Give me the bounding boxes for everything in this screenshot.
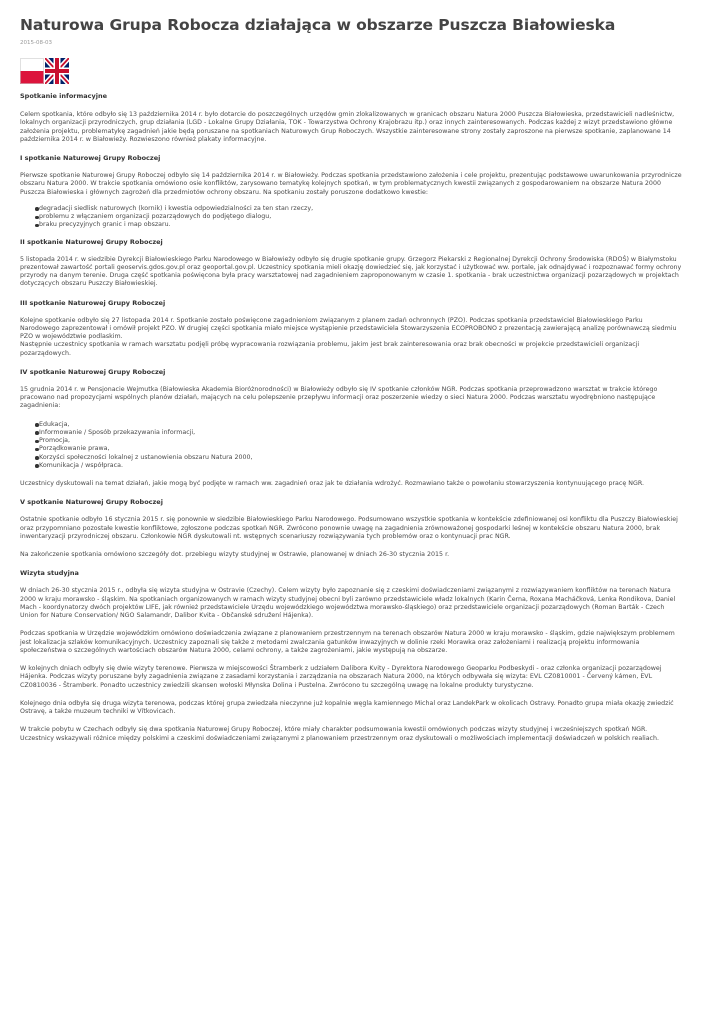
polish-flag-icon[interactable] [20, 58, 44, 84]
paragraph: Następnie uczestnicy spotkania w ramach warsztatu podjęli próbę wypracowania rozwiązania problemu, jakim jest brak zainteresowania oraz brak obecności w projekcie przedstawicieli organizacji pozarządowych. [20, 341, 640, 357]
list-item: problemu z włączaniem organizacji pozarządowych do podjętego dialogu, [20, 213, 682, 221]
paragraph: 15 grudnia 2014 r. w Pensjonacie Wejmutka (Białowieska Akademia Bioróżnorodności) w Białowieży odbyło się IV spotkanie członków NGR. Podczas spotkania przeprowadzono warsztat w trakcie którego pracowano nad propozycjami wspólnych planów działań, mających na celu polepszenie przepływu informacji oraz poszerzenie wiedzy o sieci Natura 2000. Podczas warsztatu wyodrębniono następujące zagadnienia: [20, 385, 658, 410]
list-item: Porządkowanie prawa, [20, 445, 682, 453]
paragraph: W trakcie pobytu w Czechach odbyły się dwa spotkania Naturowej Grupy Roboczej, które miały charakter podsumowania kwestii omówionych podczas wizyty studyjnej i wcześniejszych spotkań NGR. Uczestnicy wskazywali różnice między polskimi a czeskimi doświadczeniami związanymi z planowaniem przestrzennym oraz dyskutowali o możliwościach implementacji doświadczeń w polskich realiach. [20, 726, 660, 742]
paragraph: Kolejne spotkanie odbyło się 27 listopada 2014 r. Spotkanie zostało poświęcone zagadnieniom związanym z planem zadań ochronnych (PZO). Podczas spotkania przedstawiciel Białowieskiego Parku Narodowego zaprezentował i omówił projekt PZO. W drugiej części spotkania miało miejsce wystąpienie przedstawiciela Stowarzyszenia ECOPROBONO z prezentacją zawierającą analizę porównawczą siedmiu PZO w województwie podlaskim. [20, 316, 677, 340]
section-heading: II spotkanie Naturowej Grupy Roboczej [20, 237, 163, 246]
paragraph: Uczestnicy dyskutowali na temat działań, jakie mogą być podjęte w ramach ww. zagadnień oraz jak te działania wdrożyć. Rozmawiano także o powołaniu stowarzyszenia kontynuującego pracę NGR. [20, 480, 644, 487]
section-heading: Wizyta studyjna [20, 569, 79, 578]
section-heading: Spotkanie informacyjne [20, 92, 108, 100]
list-item: Informowanie / Sposób przekazywania informacji, [20, 429, 682, 437]
paragraph: 5 listopada 2014 r. w siedzibie Dyrekcji Białowieskiego Parku Narodowego w Białowieży odbyło się drugie spotkanie grupy. Grzegorz Piekarski z Regionalnej Dyrekcji Ochrony Środowiska (RDOŚ) w Białymstoku prezentował zawartość portali geoservis.gdos.gov.pl oraz geoportal.gov.pl. Uczestnicy spotkania mieli okazję dowiedzieć się, jak korzystać i użytkować ww. portale, jak odnajdywać i rozpoznawać formy ochrony przyrody na danym terenie. Druga część spotkania poświęcona była pracy warsztatowej nad zagadnieniem zaproponowanym w czasie 1. spotkania - brak uczestnictwa organizacji pozarządowych w projektach dotyczących obszaru Puszczy Białowieskiej. [20, 255, 682, 288]
list-item: Komunikacja / współpraca. [20, 462, 682, 470]
section-heading: I spotkanie Naturowej Grupy Roboczej [20, 154, 161, 162]
issues-list [20, 205, 682, 230]
uk-flag-icon[interactable] [45, 58, 69, 84]
section-heading: V spotkanie Naturowej Grupy Roboczej [20, 498, 163, 507]
section-heading: III spotkanie Naturowej Grupy Roboczej [20, 298, 166, 307]
publish-date: 2015-08-03 [20, 40, 52, 46]
paragraph: Na zakończenie spotkania omówiono szczegóły dot. przebiegu wizyty studyjnej w Ostrawie, planowanej w dniach 26-30 stycznia 2015 r. [20, 551, 450, 558]
page-title: Naturowa Grupa Robocza działająca w obszarze Puszcza Białowieska [20, 16, 616, 34]
paragraph: Ostatnie spotkanie odbyło 16 stycznia 2015 r. się ponownie w siedzibie Białowieskiego Parku Narodowego. Podsumowano wszystkie spotkania w kontekście zdefiniowanej osi konfliktu dla Puszczy Białowieskiej oraz przypomniano pozostałe kwestie konfliktowe, zgłoszone podczas spotkań NGR. Zwrócono ponownie uwagę na zagadnienia zrównoważonej gospodarki leśnej w kontekście obszaru Natura 2000, brak inwentaryzacji przyrodniczej obszaru. Członkowie NGR dyskutowali nt. wstępnych scenariuszy rozwiązywania tych problemów oraz o kontynuacji prac NGR. [20, 516, 678, 540]
paragraph: Celem spotkania, które odbyło się 13 października 2014 r. było dotarcie do poszczególnych urzędów gmin zlokalizowanych w granicach obszaru Natura 2000 Puszcza Białowieska, przedstawicieli nadleśnictw, lokalnych organizacji przyrodniczych, grup działania (LGD - Lokalne Grupy Działania, TOK - Towarzystwa Ochrony Krajobrazu itp.) oraz innych zainteresowanych. Podczas każdej z wizyt przedstawiono główne założenia projektu, problematykę zagadnień jakie będą poruszane na spotkaniach Naturowych Grup Roboczych. Wszystkie zainteresowane strony zostały zaproszone na pierwsze spotkanie, zaplanowane 14 października 2014 r. w Białowieży. Rozwieszono również plakaty informacyjne. [20, 111, 675, 143]
section-heading: IV spotkanie Naturowej Grupy Roboczej [20, 367, 166, 376]
paragraph: W dniach 26-30 stycznia 2015 r., odbyła się wizyta studyjna w Ostravie (Czechy). Celem wizyty było zapoznanie się z czeskimi doświadczeniami związanymi z rozwiązywaniem konfliktów na terenach Natura 2000 w kraju morawsko - śląskim. Na spotkaniach organizowanych w ramach wizyty studyjnej obecni byli zarówno przedstawiciele władz lokalnych (Karin Černa, Roxana Macháčková, Lenka Rondikova, Daniel Mach - koordynatorzy dwóch projektów LIFE, jak również przedstawiciele Urzędu wojewódzkiego województwa morawsko-śląskiego) oraz przedstawiciele organizacji pozarządowych (Roman Barták - Czech Union for Nature Conservation/ NGO Salamandr, Dalibor Kvita - Občanské sdružení Hájenka). [20, 587, 676, 619]
topics-list [20, 421, 682, 471]
paragraph: Podczas spotkania w Urzędzie wojewódzkim omówiono doświadczenia związane z planowaniem przestrzennym na terenach obszarów Natura 2000 w kraju morawsko - śląskim, gdzie największym problemem jest lokalizacja szlaków komunikacyjnych. Uczestnicy zapoznali się także z metodami zwalczania gatunków inwazyjnych w dolinie rzeki Morawka oraz założeniami i realizacją projektu informowania społeczeństwa o szczególnych wartościach obszarów Natura 2000, celami ochrony, a także zagrożeniami, jakie występują na obszarze. [20, 630, 675, 654]
paragraph: Pierwsze spotkanie Naturowej Grupy Roboczej odbyło się 14 października 2014 r. w Białowieży. Podczas spotkania przedstawiono założenia i cele projektu, prezentując podstawowe uwarunkowania przyrodnicze obszaru Natura 2000. W trakcie spotkania omówiono osie konfliktów, zarysowano tematykę kolejnych spotkań, w tym problematycznych kwestii związanych z gospodarowaniem na obszarze Natura 2000 Puszcza Białowieska i głównych zagrożeń dla przedmiotów ochrony obszaru. Na spotkaniu zostały poruszone dodatkowo kwestie: [20, 172, 682, 196]
paragraph: W kolejnych dniach odbyły się dwie wizyty terenowe. Pierwsza w miejscowości Štramberk z udziałem Dalibora Kvity - Dyrektora Narodowego Geoparku Podbeskydi - oraz członka organizacji pozarządowej Hájenka. Podczas wizyty poruszane były zagadnienia związane z zasadami korzystania i zarządzania na obszarach Natura 2000, na których odbywała się wizyta: EVL CZ0810001 - Červený kámen, EVL CZ0810036 - Štramberk. Ponadto uczestnicy zwiedzili skansen wołoski Młynska Dolina i Pustelna. Zwrócono tu szczególną uwagę na lokalne produkty turystyczne. [20, 665, 662, 689]
list-item: Promocja, [20, 437, 682, 445]
list-item: Korzyści społeczności lokalnej z ustanowienia obszaru Natura 2000, [20, 454, 682, 462]
list-item: braku precyzyjnych granic i map obszaru. [20, 221, 682, 229]
list-item: Edukacja, [20, 421, 682, 429]
paragraph: Kolejnego dnia odbyła się druga wizyta terenowa, podczas której grupa zwiedzała nieczynne już kopalnie węgla kamiennego Michal oraz LandekPark w okolicach Ostravy. Ponadto grupa miała okazję zwiedzić Ostravę, a także muzeum techniki w Vítkovicach. [20, 699, 674, 715]
article [20, 0, 682, 743]
list-item: degradacji siedlisk naturowych (kornik) i kwestia odpowiedzialności za ten stan rzeczy, [20, 205, 682, 213]
language-switcher [20, 58, 682, 85]
article-body [20, 92, 682, 743]
